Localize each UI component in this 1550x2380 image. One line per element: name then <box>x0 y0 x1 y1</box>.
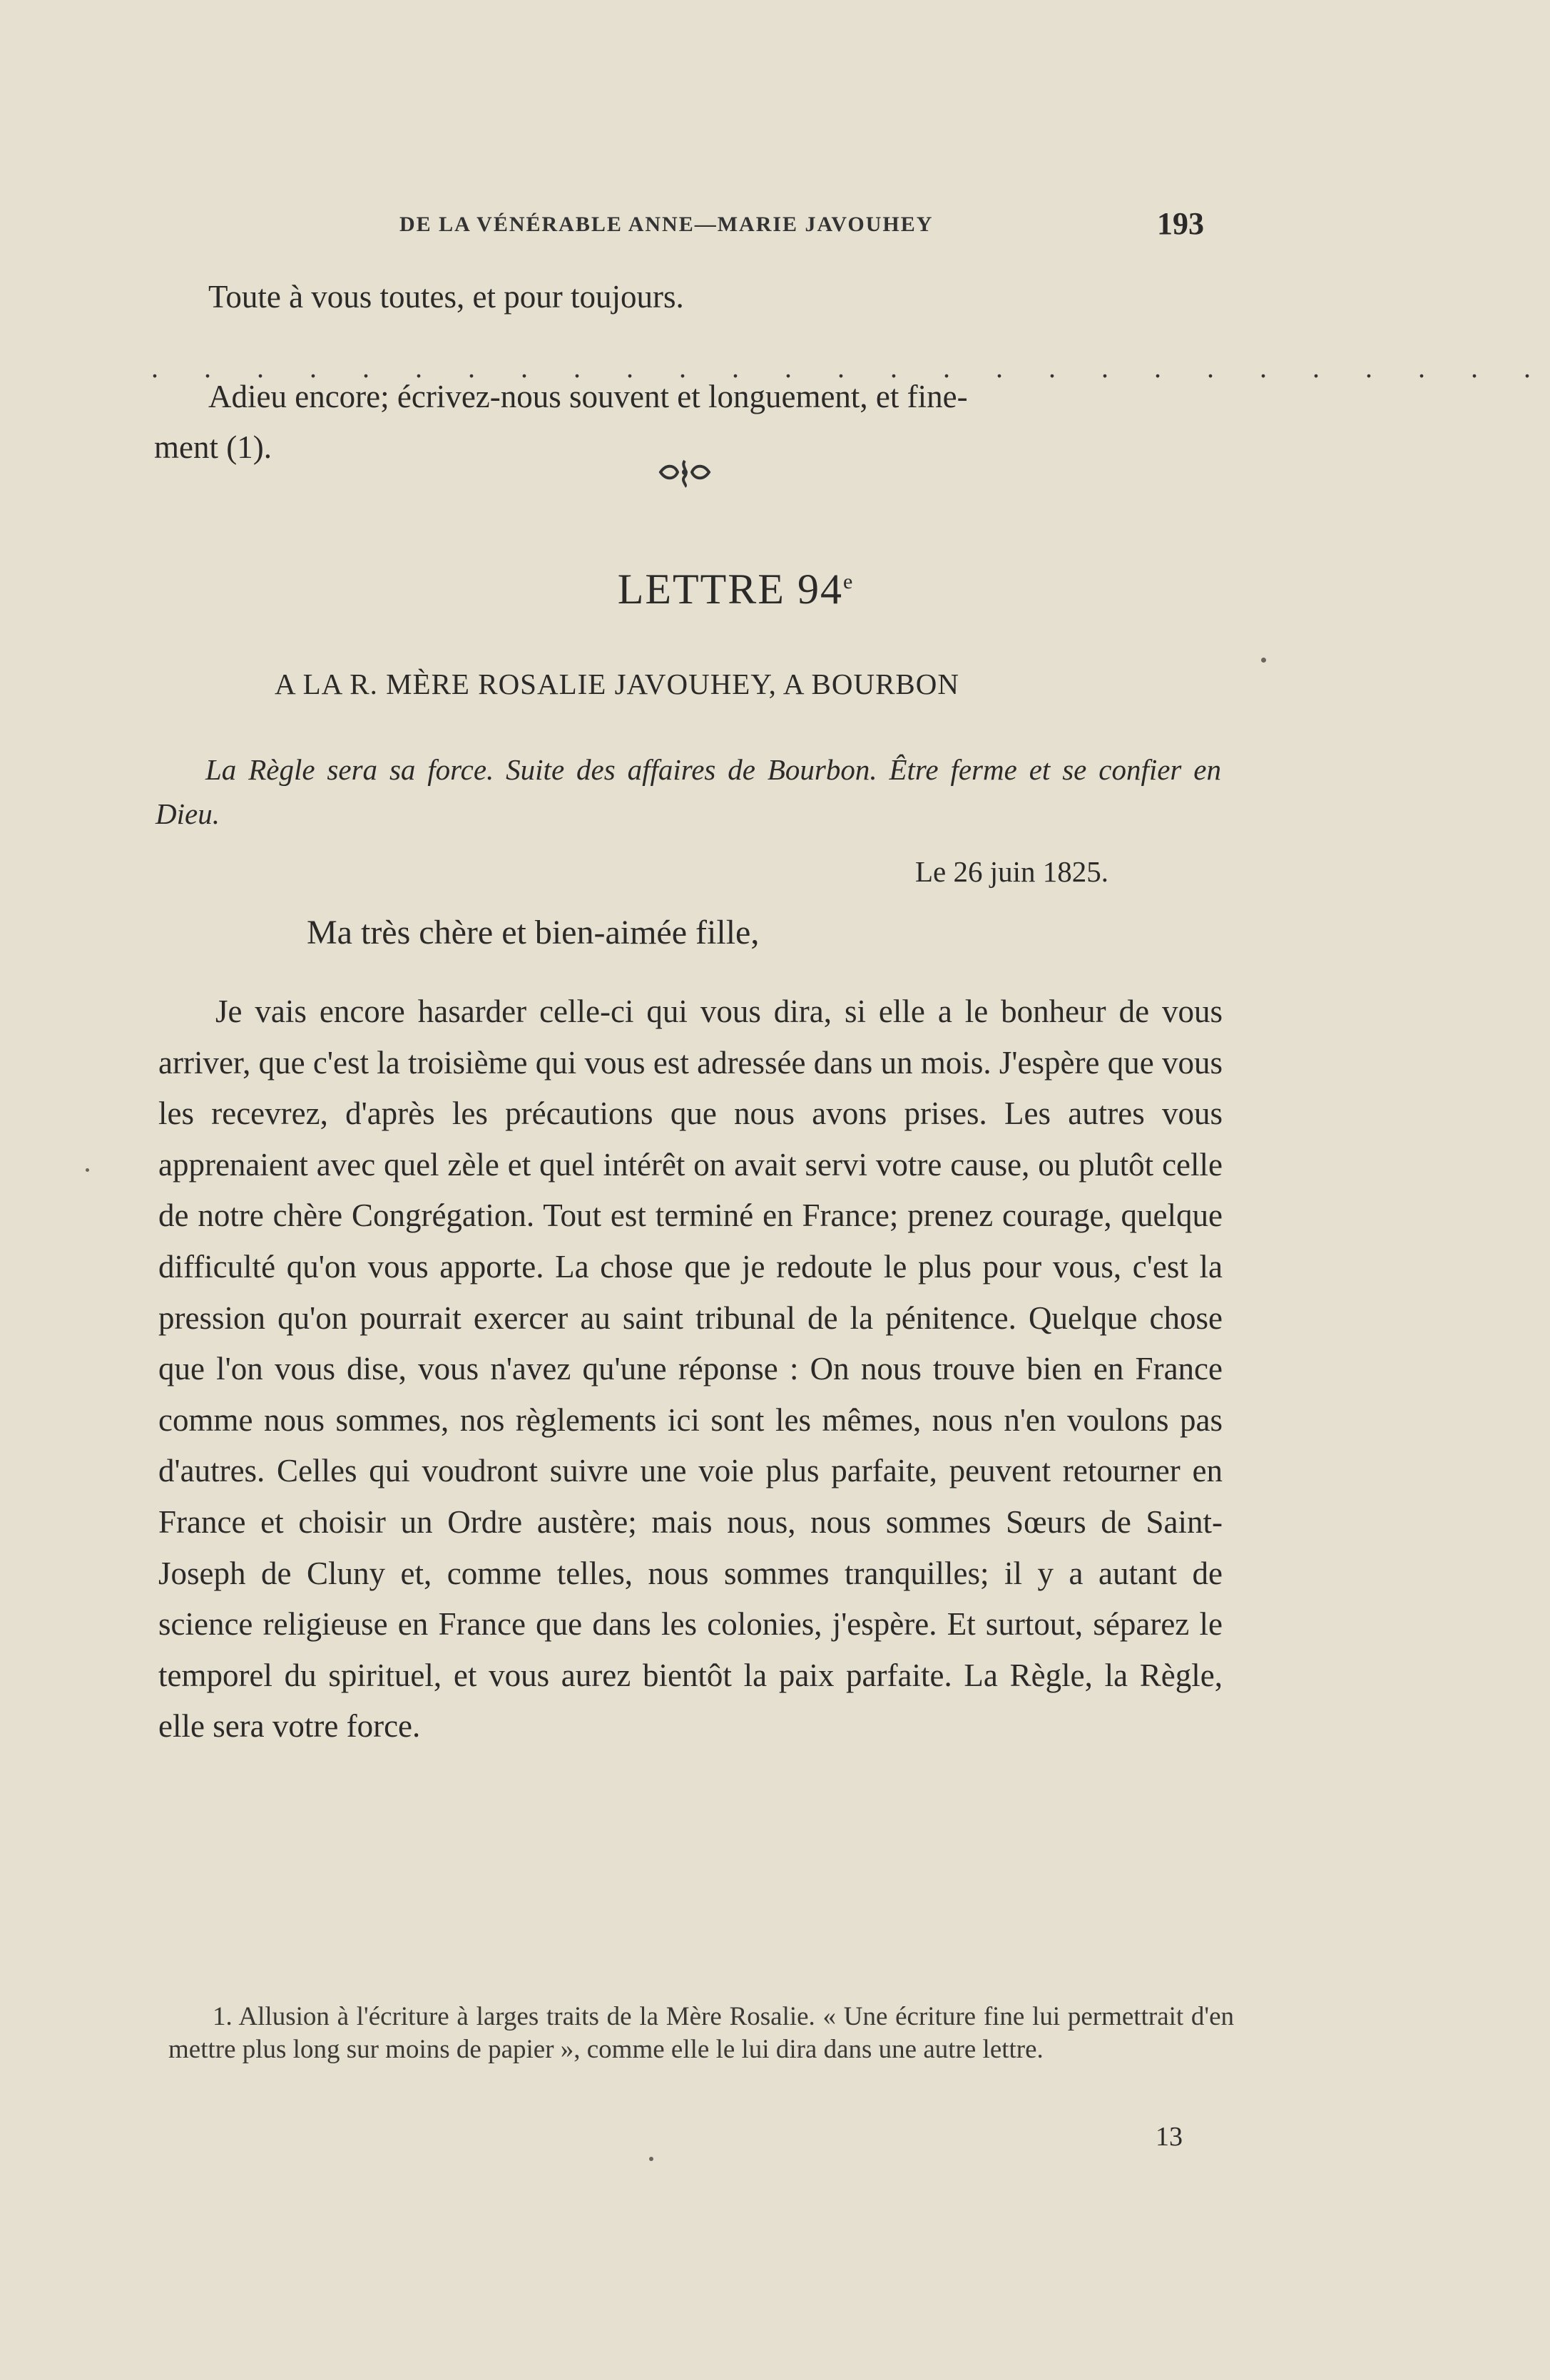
paper-speck <box>86 1168 89 1172</box>
ellipsis-dots: . . . . . . . . . . . . . . . . . . . . . . . . . . . <box>151 352 1550 384</box>
page-number: 193 <box>1157 206 1204 241</box>
running-head: DE LA VÉNÉRABLE ANNE—MARIE JAVOUHEY <box>399 213 934 236</box>
letter-date: Le 26 juin 1825. <box>915 855 1109 888</box>
letter-title-suffix: e <box>842 570 855 593</box>
letter-title <box>0 565 1472 614</box>
fleuron-ornament-icon <box>656 456 713 488</box>
farewell-line-2: ment (1). <box>154 429 272 465</box>
closing-line: Toute à vous toutes, et pour toujours. <box>208 279 684 315</box>
letter-title-text: LETTRE 94 <box>617 566 843 613</box>
letter-recipient: A LA R. MÈRE ROSALIE JAVOUHEY, A BOURBON <box>275 668 959 700</box>
paper-speck <box>649 2157 653 2161</box>
letter-salutation: Ma très chère et bien-aimée fille, <box>307 914 760 951</box>
signature-mark: 13 <box>1156 2122 1183 2152</box>
footnote: 1. Allusion à l'écriture à larges traits de la Mère Rosalie. « Une écriture fine lui permettrait d'en mettre plus long sur moins de papier », comme elle le lui dira dans une autre lettre. <box>168 2002 1234 2064</box>
paper-speck <box>1261 658 1266 663</box>
farewell-line-1: Adieu encore; écrivez-nous souvent et longuement, et fine- <box>208 379 968 414</box>
letter-body: Je vais encore hasarder celle-ci qui vous dira, si elle a le bonheur de vous arriver, que c'est la troisième qui vous est adressée dans un mois. J'espère que vous les recevrez, d'après les précautions que nous avons prises. Les autres vous apprenaient avec quel zèle et quel intérêt on avait servi votre cause, ou plutôt celle de notre chère Congrégation. Tout est terminé en France; prenez courage, quelque difficulté qu'on vous apporte. La chose que je redoute le plus pour vous, c'est la pression qu'on pourrait exercer au saint tribunal de la pénitence. Quelque chose que l'on vous dise, vous n'avez qu'une réponse : On nous trouve bien en France comme nous sommes, nos règlements ici sont les mêmes, nous n'en voulons pas d'autres. Celles qui voudront suivre une voie plus parfaite, peuvent retourner en France et choisir un Ordre austère; mais nous, nous sommes Sœurs de Saint-Joseph de Cluny et, comme telles, nous sommes tranquilles; il y a autant de science religieuse en France que dans les colonies, j'espère. Et surtout, séparez le temporel du spirituel, et vous aurez bientôt la paix parfaite. La Règle, la Règle, elle sera votre force. <box>158 994 1223 1745</box>
letter-summary: La Règle sera sa force. Suite des affaires de Bourbon. Être ferme et se confier en Dieu. <box>155 753 1221 830</box>
